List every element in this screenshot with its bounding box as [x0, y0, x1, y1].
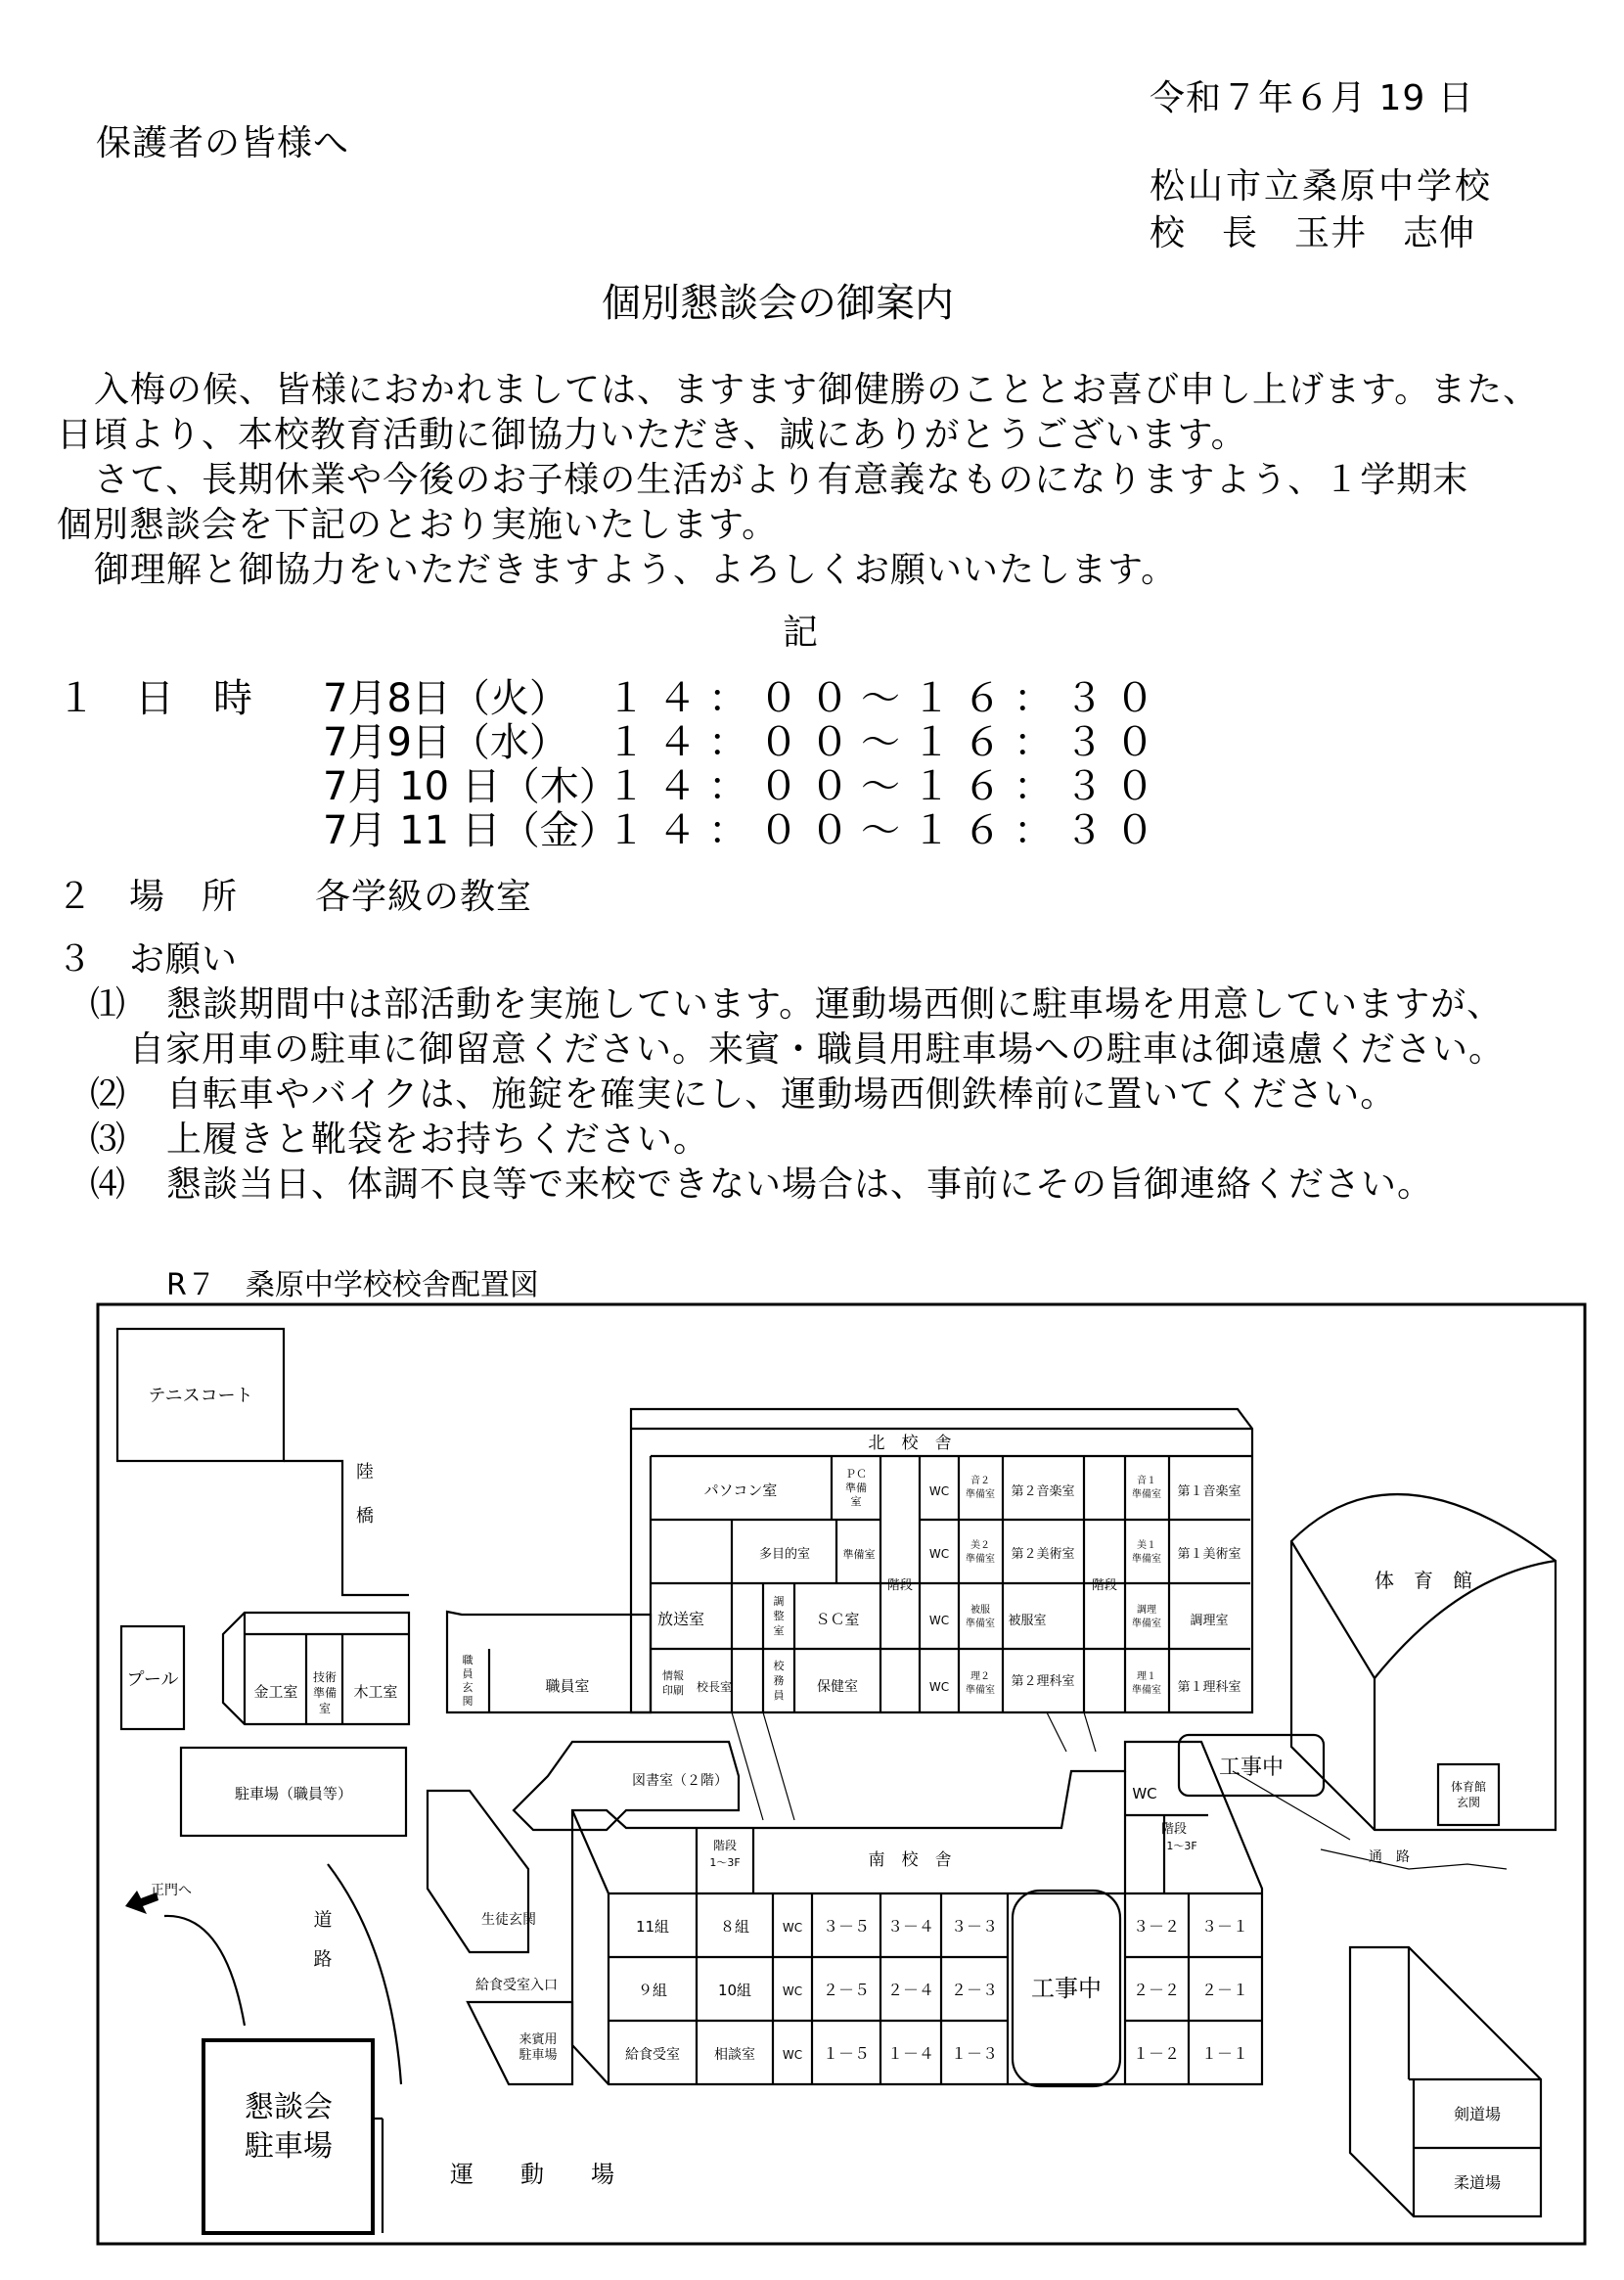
- sci2-prep-label-2: 準備室: [966, 1685, 995, 1696]
- request-text-2: 自転車やバイクは、施錠を確実にし、運動場西側鉄棒前に置いてください。: [166, 1074, 1397, 1115]
- hifuku-label: 被服室: [1008, 1614, 1047, 1628]
- schedule-date: 7月9日（水）: [323, 720, 568, 765]
- music1-prep-label-2: 準備室: [1132, 1489, 1161, 1500]
- mokko-label: 木工室: [353, 1683, 398, 1701]
- sci1-prep-label-1: 理１: [1137, 1671, 1156, 1682]
- north-label: 北 校 舎: [868, 1434, 952, 1453]
- classroom-9: ９組: [637, 1982, 668, 1999]
- south-building: [572, 1742, 1262, 2084]
- jimu-label-2: 務: [773, 1674, 785, 1687]
- gym-entrance: [1438, 1764, 1499, 1825]
- gym: [1291, 1494, 1556, 1830]
- wc-label: WC: [782, 1984, 803, 1998]
- wc-stairs-label-2: 階段: [1160, 1822, 1188, 1837]
- classroom-1-4: １－４: [886, 2044, 935, 2063]
- music2-label: 第２音楽室: [1011, 1484, 1075, 1499]
- section2-value: 各学級の教室: [315, 877, 533, 917]
- schedule-date: 7月 11 日（金）: [323, 808, 618, 853]
- art1-prep-label-1: 美１: [1137, 1540, 1156, 1551]
- map-title: R７ 桑原中学校校舎配置図: [166, 1268, 539, 1302]
- lunch-room-label: 給食受室: [625, 2047, 680, 2063]
- body-line-4: 個別懇談会を下記のとおり実施いたします。: [57, 505, 779, 545]
- bridge: [284, 1461, 409, 1595]
- joho-label-1: 情報: [662, 1669, 684, 1682]
- consult-room-label: 相談室: [714, 2047, 755, 2063]
- jimu-label-1: 校: [773, 1660, 785, 1672]
- music1-prep-label-1: 音１: [1137, 1476, 1156, 1486]
- konpark-label-1: 懇談会: [245, 2090, 333, 2124]
- date: 令和７年６月 19 日: [1150, 78, 1474, 118]
- hifuku-prep-label-1: 被服: [970, 1605, 990, 1616]
- junbishitsu-label: 準備室: [842, 1548, 876, 1561]
- classroom-2-1: ２－１: [1200, 1981, 1249, 1999]
- pool-label: プール: [126, 1669, 179, 1690]
- chosei-label-3: 室: [773, 1624, 785, 1637]
- gym-entrance-label-2: 玄関: [1456, 1796, 1481, 1809]
- body-line-5: 御理解と御協力をいただきますよう、よろしくお願いいたします。: [94, 550, 1178, 590]
- south-label: 南 校 舎: [868, 1850, 952, 1870]
- music2-prep-label-2: 準備室: [966, 1489, 995, 1500]
- wc-label: WC: [928, 1484, 950, 1498]
- road-label-2: 路: [313, 1948, 333, 1970]
- wc-label: WC: [928, 1680, 950, 1694]
- classroom-3-3: ３－３: [950, 1917, 999, 1936]
- student-entrance-wing: [428, 1791, 528, 1952]
- staff-room-label: 職員室: [545, 1677, 590, 1695]
- health-label: 保健室: [817, 1679, 858, 1695]
- guest-parking-label-2: 駐車場: [519, 2048, 558, 2063]
- broadcast-label: 放送室: [656, 1610, 705, 1628]
- bridge-label-1: 陸: [356, 1462, 374, 1482]
- chori-prep-label-2: 準備室: [1132, 1619, 1161, 1629]
- classroom-2-2: ２－２: [1132, 1981, 1181, 1999]
- schedule-time: １４：００～１６：３０: [607, 808, 1166, 853]
- gijutsu-label-3: 室: [318, 1702, 332, 1715]
- page-title: 個別懇談会の御案内: [602, 281, 954, 326]
- tennis-label: テニスコート: [148, 1386, 253, 1406]
- judo-label: 柔道場: [1453, 2173, 1502, 2192]
- classroom-2-5: ２－５: [822, 1981, 871, 1999]
- section1-label: １ 日 時: [57, 676, 252, 721]
- section3-label: ３ お願い: [57, 939, 239, 980]
- request-num-1: ⑴: [90, 984, 127, 1025]
- gym-entrance-label-1: 体育館: [1450, 1780, 1487, 1794]
- request-num-2: ⑵: [90, 1074, 127, 1115]
- construction-north-label: 工事中: [1218, 1756, 1285, 1780]
- schedule-date: 7月8日（火）: [323, 676, 568, 721]
- staff-parking-label: 駐車場（職員等）: [234, 1785, 353, 1802]
- staff-entrance-label-2: 員: [462, 1667, 474, 1680]
- road-curve-left: [164, 1916, 245, 2026]
- classroom-10: 10組: [717, 1982, 752, 1999]
- kinko-label: 金工室: [253, 1683, 298, 1701]
- pc-prep-label-3: 室: [850, 1495, 862, 1508]
- classroom-1-3: １－３: [950, 2044, 999, 2063]
- music1-label: 第１音楽室: [1177, 1484, 1241, 1499]
- staff-entrance-label-3: 玄: [462, 1681, 474, 1694]
- guest-parking-label-1: 来賓用: [519, 2032, 558, 2047]
- art2-prep-label-2: 準備室: [966, 1554, 995, 1565]
- classroom-2-3: ２－３: [950, 1981, 999, 1999]
- sci1-prep-label-2: 準備室: [1132, 1685, 1161, 1696]
- wc-label: WC: [928, 1547, 950, 1561]
- art1-prep-label-2: 準備室: [1132, 1554, 1161, 1565]
- passage-label: 通 路: [1369, 1849, 1410, 1865]
- road-curve-right: [328, 1864, 401, 2084]
- principal-name: 校 長 玉井 志伸: [1150, 213, 1476, 253]
- gate-label: 正門へ: [151, 1883, 192, 1898]
- pc-room-label: パソコン室: [703, 1482, 778, 1499]
- bridge-label-2: 橋: [356, 1506, 374, 1527]
- chosei-label-1: 調: [773, 1595, 785, 1608]
- chosei-label-2: 整: [773, 1610, 785, 1622]
- art1-label: 第１美術室: [1177, 1547, 1241, 1562]
- gijutsu-label-2: 準備: [312, 1686, 338, 1700]
- sci2-prep-label-1: 理２: [970, 1671, 990, 1682]
- chori-prep-label-1: 調理: [1137, 1605, 1156, 1616]
- gym-label: 体 育 館: [1375, 1569, 1472, 1592]
- art2-prep-label-1: 美２: [970, 1540, 990, 1551]
- joho-label-2: 印刷: [662, 1684, 684, 1697]
- classroom-3-4: ３－４: [886, 1917, 935, 1936]
- konpark-label-2: 駐車場: [245, 2129, 333, 2164]
- gijutsu-label-1: 技術: [312, 1670, 338, 1684]
- body-line-1: 入梅の候、皆様におかれましては、ますます御健勝のこととお喜び申し上げます。また、: [94, 370, 1540, 410]
- staff-wing: [447, 1612, 651, 1712]
- stairs-north-label-2: 階段: [1091, 1578, 1118, 1593]
- workshop-block: [223, 1613, 409, 1724]
- schedule-date: 7月 10 日（木）: [323, 764, 618, 809]
- principal-room-label: 校長室: [696, 1680, 733, 1694]
- hifuku-prep-label-2: 準備室: [966, 1619, 995, 1629]
- schedule-time: １４：００～１６：３０: [607, 764, 1166, 809]
- ground-label: 運 動 場: [450, 2161, 614, 2188]
- stairs-north-label-1: 階段: [886, 1578, 914, 1593]
- body-line-3: さて、長期休業や今後のお子様の生活がより有意義なものになりますよう、１学期末: [94, 460, 1469, 500]
- dojo-building: [1350, 1947, 1541, 2216]
- sc-room-label: ＳＣ室: [815, 1611, 860, 1628]
- classroom-3-1: ３－１: [1200, 1917, 1249, 1936]
- stairs-south-label-2: 1～3F: [709, 1856, 741, 1869]
- sci1-label: 第１理科室: [1177, 1680, 1241, 1695]
- construction-south-label: 工事中: [1031, 1975, 1102, 2002]
- request-text-1-cont: 自家用車の駐車に御留意ください。来賓・職員用駐車場への駐車は御遠慮ください。: [129, 1029, 1506, 1070]
- request-text-3: 上履きと靴袋をお持ちください。: [166, 1119, 710, 1160]
- classroom-8: ８組: [719, 1918, 750, 1936]
- wc-label: WC: [928, 1614, 950, 1627]
- music2-prep-label-1: 音２: [970, 1476, 990, 1486]
- kendo-label: 剣道場: [1453, 2105, 1502, 2123]
- road-label-1: 道: [313, 1909, 333, 1931]
- classroom-1-1: １－１: [1200, 2044, 1249, 2063]
- wc-stairs-label-3: 1～3F: [1166, 1840, 1197, 1852]
- school-name: 松山市立桑原中学校: [1150, 166, 1494, 206]
- classroom-2-4: ２－４: [886, 1981, 935, 1999]
- chori-label: 調理室: [1190, 1614, 1229, 1628]
- staff-entrance-label-4: 関: [462, 1695, 474, 1708]
- addressee: 保護者の皆様へ: [96, 123, 350, 163]
- classroom-3-5: ３－５: [822, 1917, 871, 1936]
- jimu-label-3: 員: [773, 1689, 785, 1702]
- tamokuteki-label: 多目的室: [758, 1547, 811, 1562]
- classroom-11: 11組: [635, 1918, 670, 1936]
- wc-label: WC: [782, 1921, 803, 1935]
- pc-prep-label-2: 準備: [845, 1482, 867, 1494]
- request-text-1: 懇談期間中は部活動を実施しています。運動場西側に駐車場を用意していますが、: [166, 984, 1504, 1025]
- staff-entrance-label-1: 職: [462, 1654, 474, 1666]
- request-num-4: ⑷: [90, 1164, 127, 1205]
- request-text-4: 懇談当日、体調不良等で来校できない場合は、事前にその旨御連絡ください。: [166, 1164, 1434, 1205]
- wc-label: WC: [782, 2048, 803, 2062]
- library-label: 図書室（２階）: [632, 1773, 728, 1789]
- section2-label: ２ 場 所: [57, 877, 239, 917]
- lunch-entrance-label: 給食受室入口: [475, 1978, 558, 1993]
- pc-prep-label-1: ＰＣ: [845, 1468, 867, 1481]
- art2-label: 第２美術室: [1011, 1547, 1075, 1562]
- stairs-south-label-1: 階段: [712, 1839, 738, 1852]
- schedule-time: １４：００～１６：３０: [607, 676, 1166, 721]
- schedule-time: １４：００～１６：３０: [607, 720, 1166, 765]
- wc-stairs-label-1: WC: [1132, 1785, 1157, 1802]
- classroom-1-5: １－５: [822, 2044, 871, 2063]
- request-num-3: ⑶: [90, 1119, 127, 1160]
- student-entrance-label: 生徒玄関: [481, 1912, 536, 1928]
- classroom-1-2: １－２: [1132, 2044, 1181, 2063]
- classroom-3-2: ３－２: [1132, 1917, 1181, 1936]
- sci2-label: 第２理科室: [1011, 1674, 1075, 1689]
- body-line-2: 日頃より、本校教育活動に御協力いただき、誠にありがとうございます。: [57, 415, 1247, 455]
- ki-heading: 記: [783, 613, 820, 653]
